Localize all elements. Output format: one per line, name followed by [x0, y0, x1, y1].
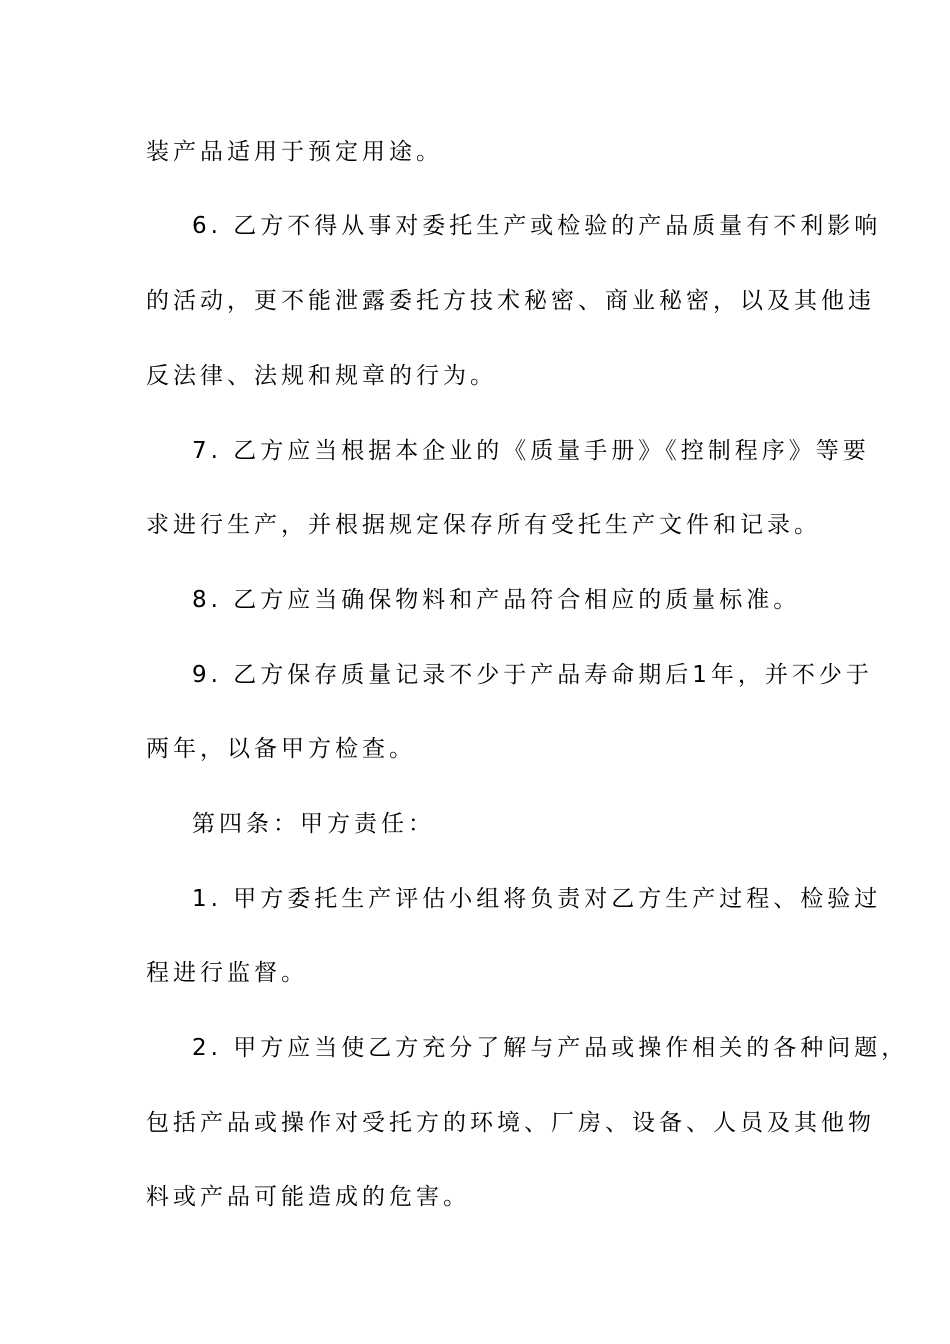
text-line: 料或产品可能造成的危害。 [146, 1184, 470, 1210]
text-line: 包括产品或操作对受托方的环境、厂房、设备、人员及其他物 [146, 1110, 875, 1136]
text-line: 的活动，更不能泄露委托方技术秘密、商业秘密，以及其他违 [146, 288, 875, 314]
clause-2-line: 2. 甲方应当使乙方充分了解与产品或操作相关的各种问题， [192, 1035, 909, 1061]
text-line: 反法律、法规和规章的行为。 [146, 363, 497, 389]
text-line: 程进行监督。 [146, 960, 308, 986]
clause-1-line: 1. 甲方委托生产评估小组将负责对乙方生产过程、检验过 [192, 886, 882, 912]
clause-9-line: 9. 乙方保存质量记录不少于产品寿命期后1年，并不少于 [192, 662, 873, 688]
clause-6-line: 6. 乙方不得从事对委托生产或检验的产品质量有不利影响 [192, 213, 882, 239]
clause-7-line: 7. 乙方应当根据本企业的《质量手册》《控制程序》等要 [192, 438, 870, 464]
text-line: 求进行生产，并根据规定保存所有受托生产文件和记录。 [146, 512, 821, 538]
text-line: 两年，以备甲方检查。 [146, 736, 416, 762]
text-line: 装产品适用于预定用途。 [146, 139, 443, 165]
section-heading: 第四条：甲方责任： [192, 811, 435, 837]
clause-8-line: 8. 乙方应当确保物料和产品符合相应的质量标准。 [192, 587, 801, 613]
